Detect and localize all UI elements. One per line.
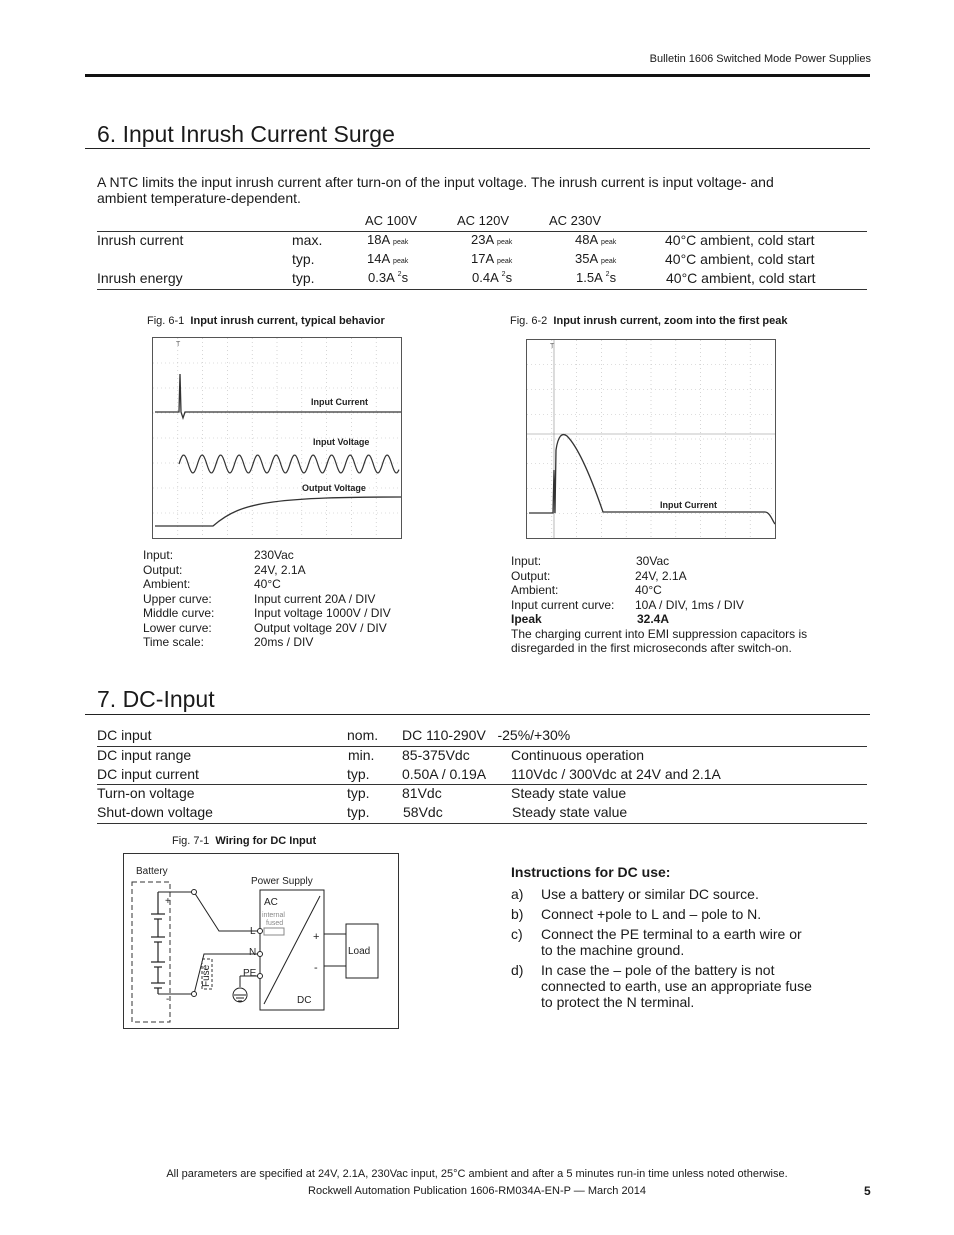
svg-text:T: T: [176, 341, 181, 348]
table-value: 23A peak: [471, 232, 513, 247]
row-qual: max.: [292, 232, 323, 248]
dc-row-qual: typ.: [347, 804, 370, 820]
svg-text:-: -: [314, 962, 318, 974]
fig-6-2-params: Input: 30Vac Output: 24V, 2.1A Ambient: 40°C Input current curve: 10A / DIV, 1ms / DIV Ipeak 32.4A The charging current into EMI suppression capacitors is disregarded in the first microseconds after switch-on.: [511, 554, 808, 655]
dc-row-val: 81Vdc: [402, 785, 442, 801]
svg-text:AC: AC: [264, 897, 278, 908]
svg-text:PE: PE: [243, 968, 257, 979]
row-qual: typ.: [292, 270, 315, 286]
section-6-intro: A NTC limits the input inrush current after turn-on of the input voltage. The inrush current is input voltage- and ambient temperature-dependent.: [97, 174, 774, 206]
dc-row-val: 85-375Vdc: [402, 747, 470, 763]
dc-row-qual: typ.: [347, 766, 370, 782]
row-inrush-current: Inrush current: [97, 232, 184, 248]
dc-row-name: DC input current: [97, 766, 199, 782]
dc-row-cond: 110Vdc / 300Vdc at 24V and 2.1A: [511, 766, 721, 782]
svg-text:fused: fused: [266, 920, 284, 927]
table-rule: [97, 746, 867, 747]
instruction-item: c) Connect the PE terminal to a earth wire or to the machine ground.: [511, 926, 802, 958]
wiring-diagram: [123, 853, 399, 1029]
power-supply-label: Power Supply: [251, 876, 313, 887]
fig-7-1-caption: Fig. 7-1 Wiring for DC Input: [172, 835, 317, 847]
dc-row-val: 0.50A / 0.19A: [402, 766, 487, 782]
instruction-item: b) Connect +pole to L and – pole to N.: [511, 906, 762, 922]
svg-text:T: T: [550, 343, 555, 350]
dc-row-val: 58Vdc: [403, 804, 443, 820]
table-rule: [97, 289, 867, 290]
footer-publication: Rockwell Automation Publication 1606-RM034A-EN-P — March 2014: [308, 1185, 646, 1197]
scope-plot-6-2: [526, 339, 776, 539]
svg-text:DC: DC: [297, 995, 312, 1006]
svg-text:internal: internal: [262, 912, 285, 919]
dc-instructions: [511, 864, 841, 1010]
section-6-title: 6. Input Inrush Current Surge: [97, 121, 395, 147]
label-input-current: Input Current: [311, 397, 368, 407]
fig-6-1-params: Input: 230Vac Output: 24V, 2.1A Ambient: 40°C Upper curve: Input current 20A / DIV Middle curve: Input voltage 1000V / DIV Lower curve: Output voltage 20V / DIV Time scale: 20ms / DIV: [143, 548, 391, 649]
table-condition: 40°C ambient, cold start: [665, 232, 815, 248]
page-number: 5: [864, 1184, 871, 1198]
col-header-ac230: AC 230V: [549, 213, 602, 228]
col-header-ac120: AC 120V: [457, 213, 510, 228]
section-6-rule: [85, 148, 870, 149]
fig-6-2-caption: Fig. 6-2 Input inrush current, zoom into the first peak: [510, 315, 788, 327]
col-header-ac100: AC 100V: [365, 213, 418, 228]
instructions-title: Instructions for DC use:: [511, 864, 671, 880]
table-value: 48A peak: [575, 232, 617, 247]
instruction-item: d) In case the – pole of the battery is not connected to earth, use an appropriate fuse to protect the N terminal.: [511, 962, 812, 1010]
dc-row-qual: typ.: [347, 785, 370, 801]
fuse-label: Fuse: [201, 964, 212, 987]
dc-row-val: DC 110-290V -25%/+30%: [402, 727, 571, 743]
row-inrush-energy: Inrush energy: [97, 270, 183, 286]
section-7-rule: [85, 714, 870, 715]
battery-cells: [151, 892, 165, 994]
header-rule: [85, 74, 870, 77]
table-value: 1.5A $^2$s: [576, 270, 617, 285]
table-rule: [97, 784, 867, 785]
instruction-item: a) Use a battery or similar DC source.: [511, 886, 759, 902]
section-7-title: 7. DC-Input: [97, 686, 215, 712]
dc-row-cond: Steady state value: [511, 785, 627, 801]
table-condition: 40°C ambient, cold start: [665, 251, 815, 267]
label-input-voltage: Input Voltage: [313, 437, 370, 447]
table-value: 17A peak: [471, 251, 513, 266]
svg-text:L: L: [250, 926, 256, 937]
label-input-current: Input Current: [660, 500, 717, 510]
dc-row-qual: min.: [348, 747, 375, 763]
battery-label: Battery: [136, 866, 168, 877]
table-rule: [97, 823, 867, 824]
dc-row-qual: nom.: [347, 727, 379, 743]
svg-text:N: N: [249, 947, 257, 958]
table-value: 18A peak: [367, 232, 409, 247]
dc-row-cond: Continuous operation: [511, 747, 645, 763]
footer-note: All parameters are specified at 24V, 2.1A, 230Vac input, 25°C ambient and after a 5 minutes run-in time unless noted otherwise.: [166, 1168, 788, 1180]
dc-row-cond: Steady state value: [512, 804, 628, 820]
dc-row-name: Shut-down voltage: [97, 804, 213, 820]
table-value: 0.3A $^2$s: [368, 270, 409, 285]
label-output-voltage: Output Voltage: [302, 483, 366, 493]
table-condition: 40°C ambient, cold start: [666, 270, 816, 286]
scope-plot-6-1: [152, 337, 402, 539]
table-value: 0.4A $^2$s: [472, 270, 513, 285]
svg-text:+: +: [165, 896, 171, 907]
dc-row-name: Turn-on voltage: [97, 785, 195, 801]
row-qual: typ.: [292, 251, 315, 267]
fig-6-1-caption: Fig. 6-1 Input inrush current, typical behavior: [147, 315, 385, 327]
svg-text:+: +: [313, 931, 320, 943]
table-value: 14A peak: [367, 251, 409, 266]
svg-text:-: -: [166, 994, 170, 1005]
table-value: 35A peak: [575, 251, 617, 266]
dc-row-name: DC input: [97, 727, 152, 743]
load-label: Load: [348, 946, 371, 957]
bulletin-header: Bulletin 1606 Switched Mode Power Supplies: [649, 53, 871, 65]
dc-row-name: DC input range: [97, 747, 192, 763]
